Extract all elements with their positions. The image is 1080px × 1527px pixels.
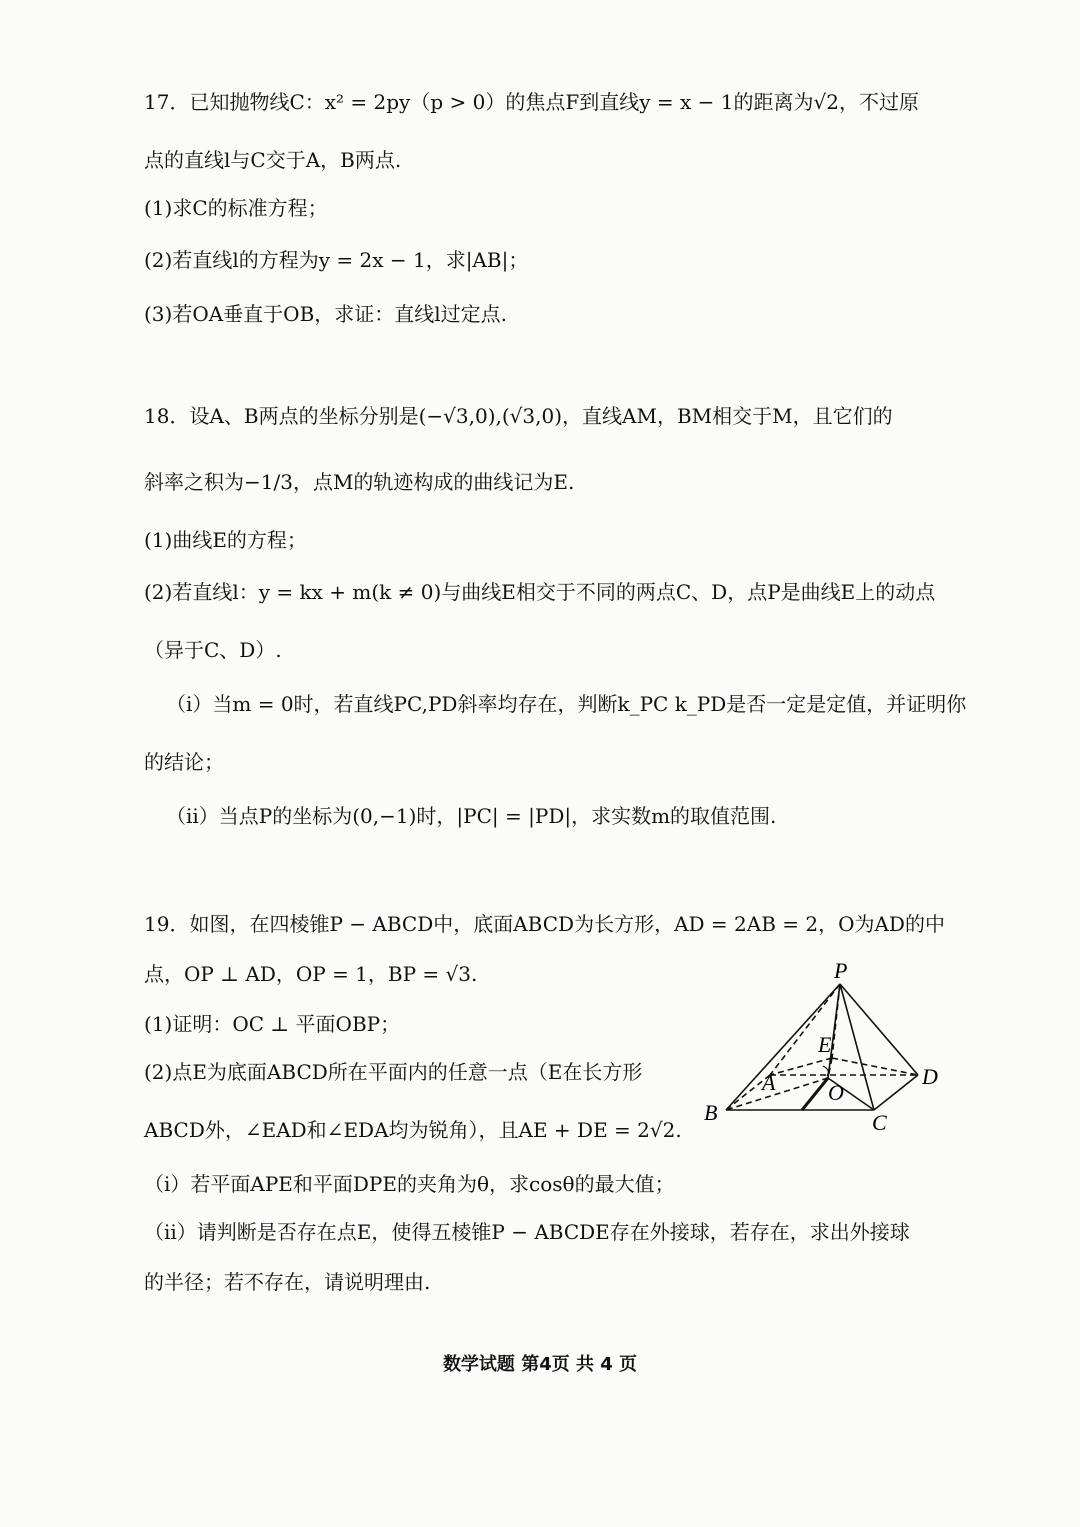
q17-line1: 17．已知抛物线C：x² = 2py（p > 0）的焦点F到直线y = x − 1的距离为√2，不过原 bbox=[144, 90, 919, 114]
label-D: D bbox=[922, 1064, 938, 1089]
q19-part1: (1)证明：OC ⊥ 平面OBP； bbox=[144, 1012, 401, 1036]
q19-line1: 19．如图，在四棱锥P − ABCD中，底面ABCD为长方形，AD = 2AB = 2，O为AD的中 bbox=[144, 912, 945, 936]
label-C: C bbox=[872, 1110, 887, 1135]
q19-part2-line1: (2)点E为底面ABCD所在平面内的任意一点（E在长方形 bbox=[144, 1060, 643, 1084]
q18-sub1-line2: 的结论； bbox=[144, 750, 224, 774]
q18-part2-line2: （异于C、D）. bbox=[144, 638, 282, 662]
q17-part2: (2)若直线l的方程为y = 2x − 1，求|AB|； bbox=[144, 248, 529, 272]
edge-CD bbox=[874, 1075, 918, 1110]
q19-sub1: （i）若平面APE和平面DPE的夹角为θ，求cosθ的最大值； bbox=[144, 1172, 675, 1196]
label-B: B bbox=[704, 1100, 718, 1125]
q18-line1: 18．设A、B两点的坐标分别是(−√3,0),(√3,0)，直线AM，BM相交于M，且它们的 bbox=[144, 404, 893, 428]
label-P: P bbox=[834, 960, 848, 983]
pyramid-figure bbox=[690, 960, 960, 1140]
page-footer: 数学试题 第4页 共 4 页 bbox=[442, 1354, 638, 1375]
label-E: E bbox=[818, 1032, 832, 1057]
q19-line2: 点，OP ⊥ AD，OP = 1，BP = √3. bbox=[144, 962, 478, 986]
segment-EA bbox=[770, 1058, 832, 1075]
q17-part3: (3)若OA垂直于OB，求证：直线l过定点. bbox=[144, 302, 508, 326]
q18-line2: 斜率之积为−1/3，点M的轨迹构成的曲线记为E. bbox=[144, 470, 575, 494]
q18-part2-line1: (2)若直线l：y = kx + m(k ≠ 0)与曲线E相交于不同的两点C、D，点P是曲线E上的动点 bbox=[144, 580, 936, 604]
q18-part1: (1)曲线E的方程； bbox=[144, 528, 307, 552]
q17-line2: 点的直线l与C交于A，B两点. bbox=[144, 148, 402, 172]
q19-sub2-line1: （ii）请判断是否存在点E，使得五棱锥P − ABCDE存在外接球，若存在，求出外接球 bbox=[144, 1220, 910, 1244]
q19-sub2-line2: 的半径；若不存在，请说明理由. bbox=[144, 1270, 431, 1294]
q19-part2-line2: ABCD外，∠EAD和∠EDA均为锐角），且AE + DE = 2√2. bbox=[144, 1118, 682, 1142]
label-A: A bbox=[762, 1070, 776, 1095]
q18-sub1-line1: （i）当m = 0时，若直线PC,PD斜率均存在，判断k_PC k_PD是否一定是定值，并证明你 bbox=[166, 692, 967, 716]
label-O: O bbox=[828, 1080, 844, 1105]
q17-part1: (1)求C的标准方程； bbox=[144, 196, 328, 220]
q18-sub2: （ii）当点P的坐标为(0,−1)时，|PC| = |PD|，求实数m的取值范围. bbox=[166, 804, 777, 828]
